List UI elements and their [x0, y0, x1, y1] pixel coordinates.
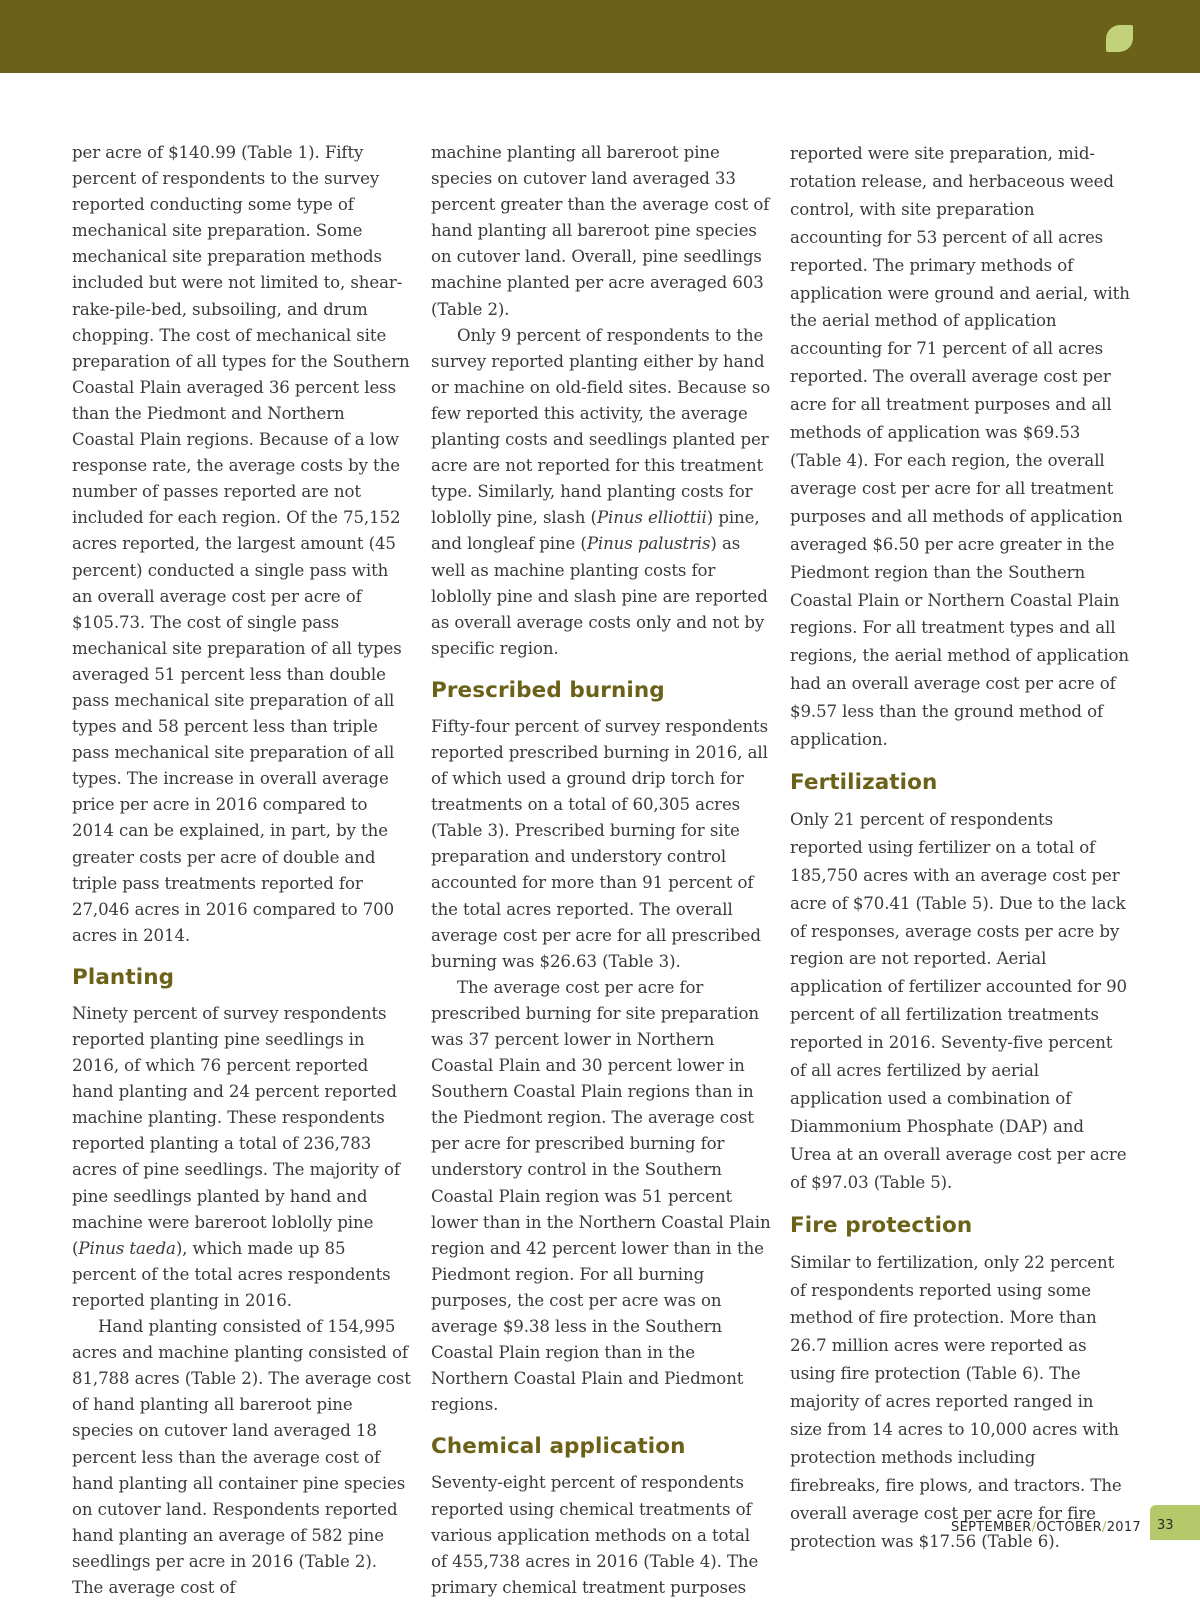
paragraph: reported were site preparation, mid-rotation release, and herbaceous weed control, with site preparation accounting for 53 percent of all acres reported. The primary methods of application were ground and aerial, with the aerial method of application accounting for 71 percent of all acres reported. The overall average cost per acre for all treatment purposes and all methods of application was $69.53 (Table 4). For each region, the overall average cost per acre for all treatment purposes and all methods of application averaged $6.50 per acre greater in the Piedmont region than the Southern Coastal Plain or Northern Coastal Plain regions. For all treatment types and all regions, the aerial method of application had an overall average cost per acre of $9.57 less than the ground method of application. [790, 144, 1130, 750]
paragraph: per acre of $140.99 (Table 1). Fifty percent of respondents to the survey reported conducting some type of mechanical site preparation. Some mechanical site preparation methods included but were not limited to, shear-rake-pile-bed, subsoiling, and drum chopping. The cost of mechanical site preparation of all types for the Southern Coastal Plain averaged 36 percent less than the Piedmont and Northern Coastal Plain regions. Because of a low response rate, the average costs by the number of passes reported are not included for each region. Of the 75,152 acres reported, the largest amount (45 percent) conducted a single pass with an overall average cost per acre of $105.73. The cost of single pass mechanical site preparation of all types averaged 51 percent less than double pass mechanical site preparation of all types and 58 percent less than triple pass mechanical site preparation of all types. The increase in overall average price per acre in 2016 compared to 2014 can be explained, in part, by the greater costs per acre of double and triple pass treatments reported for 27,046 acres in 2016 compared to 700 acres in 2014. [72, 143, 410, 945]
month-2: OCTOBER [1036, 1520, 1103, 1535]
heading-fertilization: Fertilization [790, 769, 938, 795]
paragraph: Fifty-four percent of survey respondents reported prescribed burning in 2016, all of which used a ground drip torch for treatments on a total of 60,305 acres (Table 3). Prescribed burning for site preparation and understory control accounted for more than 91 percent of the total acres reported. The overall average cost per acre for all prescribed burning was $26.63 (Table 3). [431, 716, 769, 971]
paragraph: Similar to fertilization, only 22 percent of respondents reported using some method of fire protection. More than 26.7 million acres were reported as using fire protection (Table 6). The majority of acres reported ranged in size from 14 acres to 10,000 acres with protection methods including firebreaks, fire plows, and tractors. The overall average cost per acre for fire protection was $17.56 (Table 6). [790, 1252, 1122, 1551]
header-band [0, 0, 1200, 73]
species-name: Pinus palustris [586, 534, 711, 554]
paragraph: The average cost per acre for prescribed burning for site preparation was 37 percent lower in Northern Coastal Plain and 30 percent lower in Southern Coastal Plain regions than in the Piedmont region. The average cost per acre for prescribed burning for understory control in the Southern Coastal Plain region was 51 percent lower than in the Northern Coastal Plain region and 42 percent lower than in the Piedmont region. For all burning purposes, the cost per acre was on average $9.38 less in the Southern Coastal Plain region than in the Northern Coastal Plain and Piedmont regions. [431, 977, 771, 1415]
paragraph: Seventy-eight percent of respondents reported using chemical treatments of various application methods on a total of 455,738 acres in 2016 (Table 4). The primary chemical treatment purposes [431, 1473, 759, 1597]
heading-chemical-application: Chemical application [431, 1434, 686, 1460]
species-name: Pinus elliottii [596, 508, 707, 528]
species-name: Pinus taeda [78, 1238, 176, 1258]
year: 2017 [1106, 1520, 1141, 1535]
column-2 [431, 140, 771, 1601]
heading-prescribed-burning: Prescribed burning [431, 677, 665, 703]
text: Ninety percent of survey respondents reported planting pine seedlings in 2016, of which 76 percent reported hand planting and 24 percent reported machine planting. These respondents reported planting a total of 236,783 acres of pine seedlings. The majority of pine seedlings planted by hand and machine were bareroot loblolly pine ( [72, 1003, 400, 1258]
column-3 [790, 140, 1130, 1556]
text: ) pine, and longleaf pine ( [431, 508, 760, 554]
paragraph: Only 21 percent of respondents reported using fertilizer on a total of 185,750 acres with an average cost per acre of $70.41 (Table 5). Due to the lack of responses, average costs per acre by region are not reported. Aerial application of fertilizer accounted for 90 percent of all fertilization treatments reported in 2016. Seventy-five percent of all acres fertilized by aerial application used a combination of Diammonium Phosphate (DAP) and Urea at an overall average cost per acre of $97.03 (Table 5). [790, 809, 1128, 1192]
paragraph [431, 323, 771, 662]
separator: / [1031, 1520, 1037, 1535]
paragraph: Hand planting consisted of 154,995 acres and machine planting consisted of 81,788 acres (Table 2). The average cost of hand planting all bareroot pine species on cutover land averaged 18 percent less than the average cost of hand planting all container pine species on cutover land. Respondents reported hand planting an average of 582 pine seedlings per acre in 2016 (Table 2). The average cost of [72, 1317, 411, 1597]
paragraph [72, 1001, 412, 1314]
page-number: 33 [1157, 1518, 1174, 1533]
heading-planting: Planting [72, 964, 175, 990]
paragraph: machine planting all bareroot pine species on cutover land averaged 33 percent greater than the average cost of hand planting all bareroot pine species on cutover land. Overall, pine seedlings machine planted per acre averaged 603 (Table 2). [431, 143, 770, 319]
text: ), which made up 85 percent of the total acres respondents reported planting in 2016. [72, 1238, 391, 1310]
separator: / [1102, 1520, 1107, 1535]
column-1 [72, 140, 412, 1601]
month-1: SEPTEMBER [951, 1520, 1032, 1535]
heading-fire-protection: Fire protection [790, 1212, 973, 1238]
text: Only 9 percent of respondents to the survey reported planting either by hand or machine on old-field sites. Because so few reported this activity, the average planting costs and seedlings planted per acre are not reported for this treatment type. Similarly, hand planting costs for loblolly pine, slash ( [431, 325, 771, 528]
text: ) as well as machine planting costs for loblolly pine and slash pine are reported as overall average costs only and not by specific region. [431, 534, 768, 658]
issue-date [951, 1520, 1141, 1535]
